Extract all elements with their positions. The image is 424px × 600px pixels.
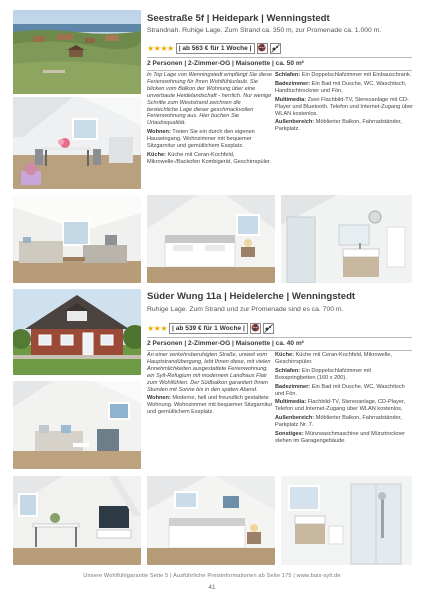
kueche-label: Küche: [275,352,294,358]
aussenbereich-label: Außenbereich: [275,119,315,126]
wohnen-text: Treten Sie ein durch den eigenen Hauseingang. Wohnzimmer mit bequemer Sitzgarnitur und gemütlichem Essplatz. [147,129,255,150]
photo-bathroom-2 [281,476,412,565]
multimedia-text: Zwei Flachbild-TV, Stereoanlage mit CD-Player und Bluetooth. Telefon und Internet-Zugang über WLAN kostenlos. [275,96,413,117]
photo-dining-room [13,97,141,189]
photo-house-exterior [13,289,141,375]
schlafen-text: Ein Doppelschlafzimmer mit Einbauschrank. [301,72,412,78]
photo-dining-area [13,476,141,565]
kueche-label: Küche: [147,151,166,158]
divider [147,70,412,71]
schlafen-label: Schlafen: [275,72,301,78]
photo-living-room-2 [13,381,141,469]
schlafen-label: Schlafen: [275,367,301,374]
aussenbereich-text: Möblierter Balkon, Fahrradständer, Parkplatz. [275,119,402,133]
photo-bedroom-2 [147,476,275,565]
listing2-price-row [147,323,274,334]
multimedia-text: Flachbild-TV, Stereoanlage, CD-Player, Telefon und Internet-Zugang über WLAN kostenlos. [275,399,406,413]
listing2-description-right [275,352,413,447]
listing1-intro: In Top Lage von Wenningstedt empfängt Sie diese Ferienwohnung für Ihren Wohlfühlurlaub. Sie blicken vom Balkon der Wohnung über eine unverbaute Heidelandschaft - herrlich. Nur wenige Schritte zum Weststrand zeichnen die bestechliche Lage dieser geschmackvollen Ferienwohnung aus. Hier buchen Sie Urlaubsqualität. [147,72,273,127]
no-pets-icon [270,43,281,54]
listing1-title: Seestraße 5f | Heidepark | Wenningstedt [147,13,330,24]
listing1-description-right [275,72,413,135]
photo-aerial-heathland [13,10,141,94]
price-label: | ab 563 € für 1 Woche | [176,43,255,54]
aussenbereich-text: Möblierter Balkon, Fahrradständer, Parkplatz Nr. 7. [275,415,402,429]
divider [147,337,412,338]
bad-text: Ein Bad mit Dusche, WC, Waschtisch, Handtuchtrockner und Fön. [275,80,407,94]
no-smoking-icon: 🚭 [250,325,260,332]
sonstiges-text: Münzwaschmaschine und Münztrockner stehen im Garagengebäude. [275,431,405,444]
bad-text: Ein Bad mit Dusche, WC, Waschtisch und Fön. [275,383,405,397]
schlafen-text: Ein Doppelschlafzimmer mit Boxspringbetten (160 x 200). [275,367,372,381]
kueche-text: Küche mit Ceran-Kochfeld, Mikrowelle-/Backofen Kombigerät, Geschirrspüler. [147,151,272,165]
bad-label: Badezimmer: [275,383,311,390]
divider [147,350,412,351]
rating-stars: ★★★ [147,323,168,333]
wohnen-label: Wohnen: [147,129,171,136]
listing2-facts: 2 Personen | 2-Zimmer-OG | Maisonette | ca. 40 m² [147,340,304,347]
aussenbereich-label: Außenbereich: [275,415,315,422]
sonstiges-label: Sonstiges: [275,431,304,438]
photo-bathroom [281,195,412,283]
listing2-title: Süder Wung 11a | Heidelerche | Wenningstedt [147,291,356,302]
bad-label: Badezimmer: [275,80,311,87]
no-smoking-icon: 🚭 [257,45,267,52]
divider [147,57,412,58]
listing1-facts: 2 Personen | 2-Zimmer-OG | Maisonette | ca. 50 m² [147,60,304,67]
wohnen-label: Wohnen: [147,395,171,402]
listing2-description-left [147,352,273,418]
kueche-text: Küche mit Ceran-Kochfeld, Mikrowelle, Geschirrspüler. [275,352,392,365]
listing2-intro: An einer verkehrsberuhigten Straße, unweit vom Hauptstrandübergang, lebt Ihnen diese, mit vielen Annehmlichkeiten ausgestattete Ferienwohnung, ein Sylt-Refugium mit modernem Landhaus Flair zum Wohlfühlen. Der Südbalkon garantiert Ihnen Stunden mit Sonne bis in den späten Abend. [147,352,271,393]
multimedia-label: Multimedia: [275,399,307,406]
photo-living-room [13,195,141,283]
listing1-price-row [147,43,281,54]
no-pets-icon [263,323,274,334]
price-label: | ab 539 € für 1 Woche | [169,323,248,334]
listing1-subtitle: Strandnah. Ruhige Lage. Zum Strand ca. 350 m, zur Promenade ca. 1.000 m. [147,27,382,34]
photo-bedroom [147,195,275,283]
page-number: 41 [208,584,216,591]
listing2-subtitle: Ruhige Lage. Zum Strand und zur Promenade sind es ca. 700 m. [147,306,344,313]
wohnen-text: Moderne, hell und freundlich gestaltete Wohnung. Wohnzimmer mit bequemer Sitzgarnitur und gemütlichem Essplatz. [147,395,273,416]
rating-stars: ★★★★ [147,43,174,53]
listing1-description-left [147,72,273,168]
footer-text: Unsere Wohlfühlgarantie Seite 5 | Ausführliche Preisinformationen ab Seite 175 | www.bais-sylt.de [83,573,341,579]
multimedia-label: Multimedia: [275,96,307,103]
